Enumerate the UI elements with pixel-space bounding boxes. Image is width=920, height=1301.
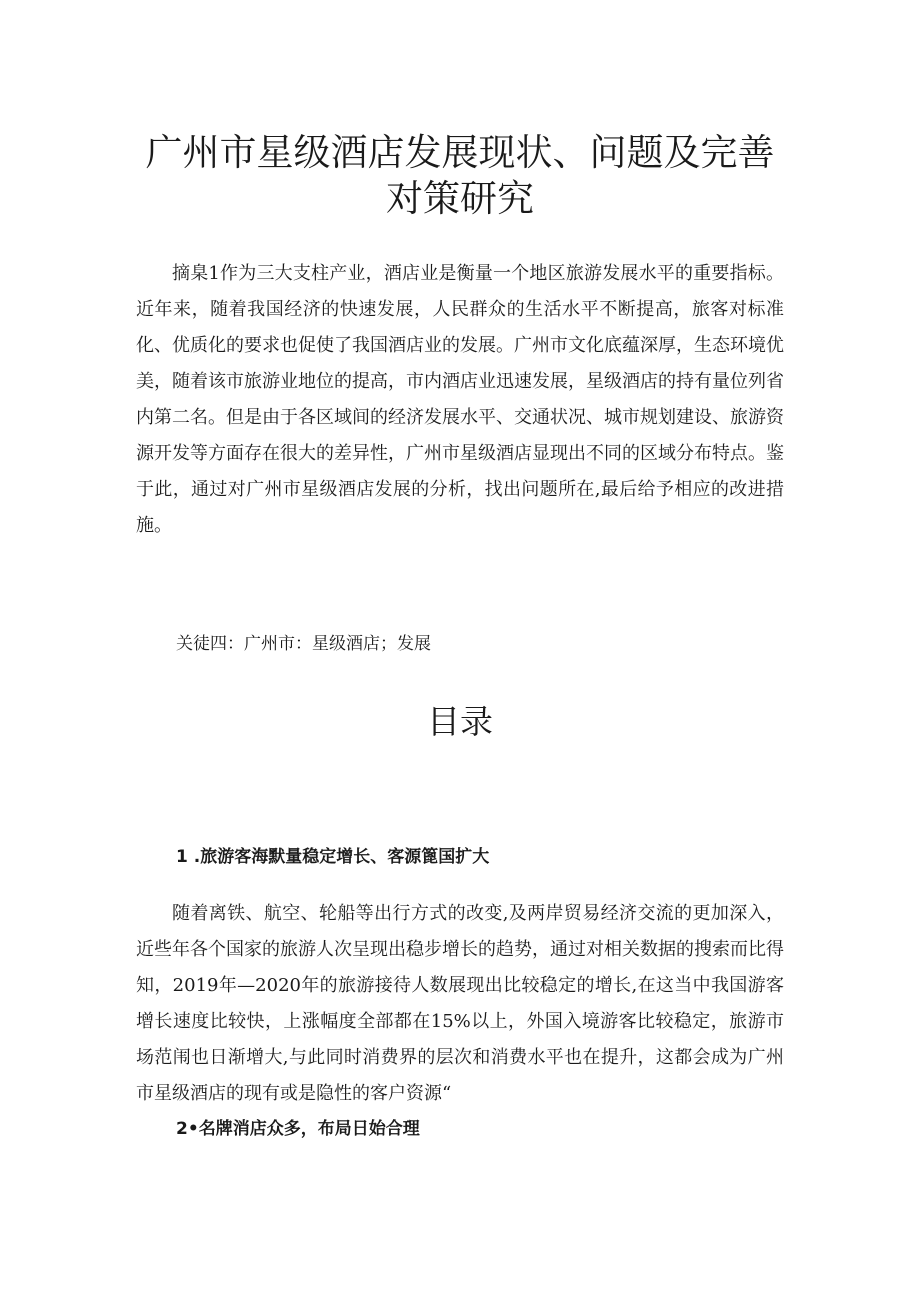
section-heading-1: 1 .旅游客海默量稳定增长、客源篦国扩大 — [176, 847, 490, 867]
document-title: 广州市星级酒店发展现状、问题及完善对策研究 — [145, 131, 775, 220]
keywords-line: 关徒四：广州市：星级酒店；发展 — [176, 634, 431, 654]
section-body-1: 随着离铁、航空、轮船等出行方式的改变,及两岸贸易经济交流的更加深入，近些年各个国家的旅游人次呈现出稳步增长的趋势，通过对相关数据的搜索而比得知，2019年—2020年的旅游接待人数展现出比较稳定的增长,在这当中我国游客增长速度比较快，上涨幅度全部都在15%以上，外国入境游客比较稳定，旅游市场范闱也日渐增大,与此同时消费界的层次和消费水平也在提升，这都会成为广州市星级酒店的现有或是隐性的客户资源“ — [136, 903, 784, 1104]
section-heading-2: 2•名牌消店众多，布局日始合理 — [176, 1119, 420, 1139]
abstract-paragraph: 摘臬1作为三大支柱产业，酒店业是衡量一个地区旅游发展水平的重要指标。近年来，随着我国经济的快速发展，人民群众的生活水平不断提高，旅客对标准化、优质化的要求也促使了我国酒店业的发展。广州市文化底蕴深厚，生态环境优美，随着该市旅游业地位的提高，市内酒店业迅速发展，星级酒店的持有量位列省内第二名。但是由于各区域间的经济发展水平、交通状况、城市规划建设、旅游资源开发等方面存在很大的差异性，广州市星级酒店显现出不同的区域分布特点。鉴于此，通过对广州市星级酒店发展的分析，找出问题所在,最后给予相应的改进措施。 — [136, 263, 784, 536]
toc-title: 目录 — [427, 702, 493, 741]
